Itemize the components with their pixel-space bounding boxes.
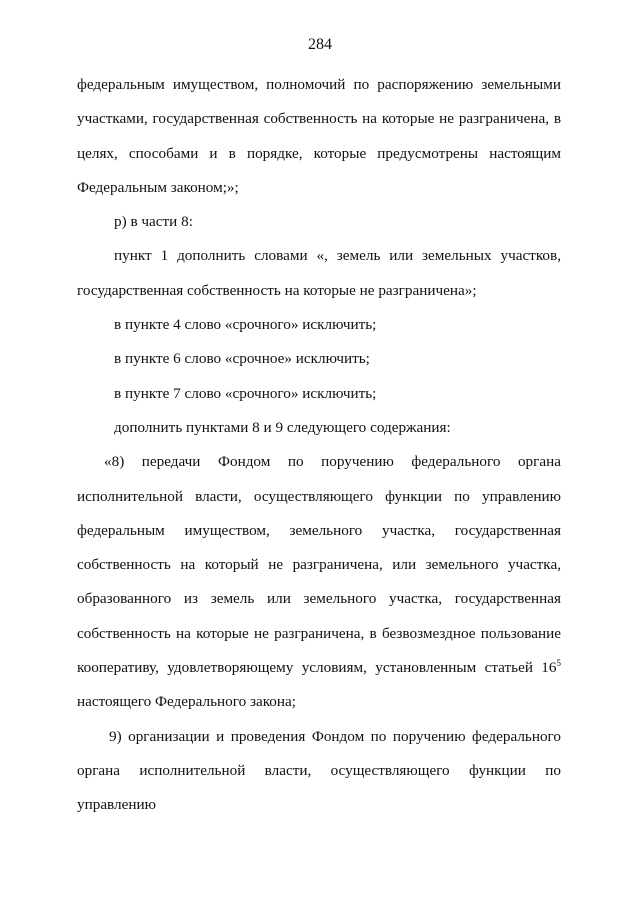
text-line: в пункте 7 слово «срочного» исключить; [114, 384, 377, 402]
text-line: дополнить пунктами 8 и 9 следующего содержания: [114, 418, 451, 436]
page-number: 284 [308, 36, 332, 53]
text-line: государственная собственность на которые не разграничена»; [77, 281, 477, 299]
text-line: участками, государственная собственность на которые не разграничена, в [77, 110, 561, 128]
text-line: федеральным имуществом, полномочий по распоряжению земельными [77, 76, 561, 93]
text-segment: кооперативу, удовлетворяющему условиям, установленным статьей 16 [77, 659, 557, 677]
text-line-with-superscript [77, 651, 561, 685]
superscript: 5 [556, 658, 561, 669]
text-line: образованного из земель или земельного участка, государственная [77, 590, 561, 608]
text-line: собственность на который не разграничена, или земельного участка, [77, 556, 561, 574]
text-line: 9) организации и проведения Фондом по поручению федерального [109, 727, 561, 745]
text-line: собственность на которые не разграничена, в безвозмездное пользование [77, 624, 561, 642]
text-line: федеральным имуществом, земельного участка, государственная [77, 521, 561, 539]
text-line: пункт 1 дополнить словами «, земель или земельных участков, [114, 247, 561, 265]
text-line: «8) передачи Фондом по поручению федерального органа [104, 453, 561, 471]
text-line: в пункте 6 слово «срочное» исключить; [114, 350, 370, 368]
text-line: целях, способами и в порядке, которые предусмотрены настоящим [77, 144, 561, 162]
text-line: Федеральным законом;»; [77, 178, 239, 196]
text-line: в пункте 4 слово «срочного» исключить; [114, 316, 377, 334]
text-line: р) в части 8: [114, 213, 193, 231]
text-line: настоящего Федерального закона; [77, 693, 296, 711]
text-line: органа исполнительной власти, осуществляющего функции по управлению [77, 761, 561, 814]
body-text [77, 68, 561, 814]
text-line: исполнительной власти, осуществляющего функции по управлению [77, 487, 561, 505]
